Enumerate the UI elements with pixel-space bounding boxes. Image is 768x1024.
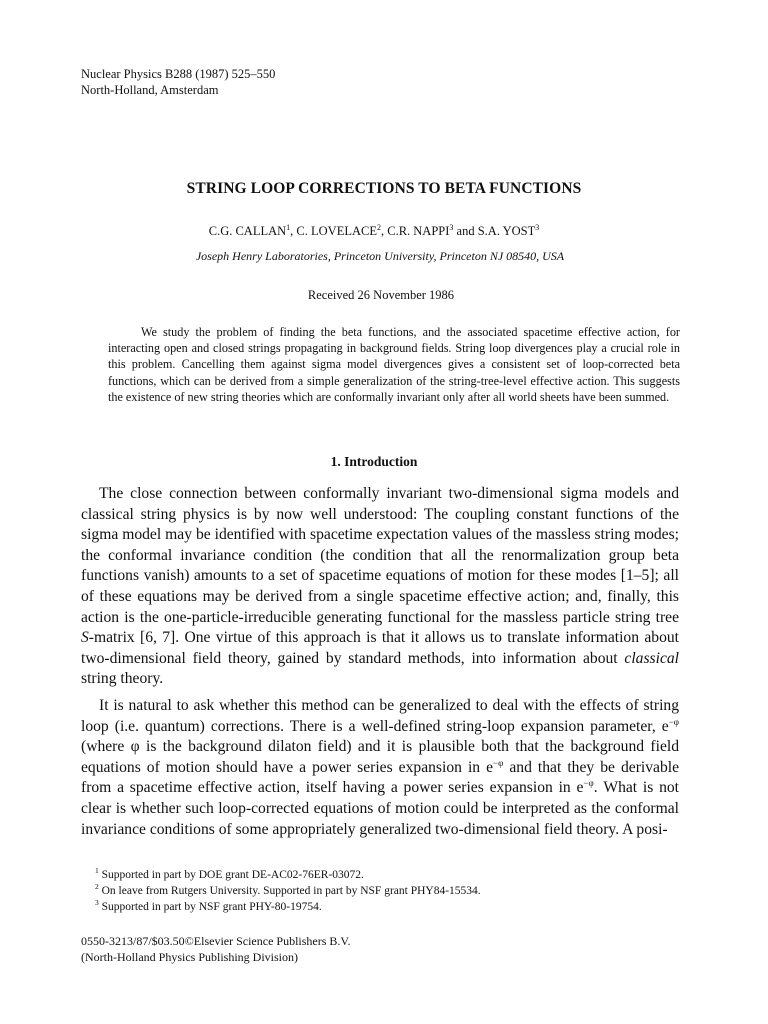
author-name: C. LOVELACE xyxy=(296,224,377,238)
footnote-text: Supported in part by DOE grant DE-AC02-76ER-03072. xyxy=(101,869,364,881)
paragraph-text: . What is not clear is whether such loop-corrected equations of motion could be interpreted as the conformal invariance conditions of some appropriately generalized two-dimensional field theory. A posi- xyxy=(81,779,679,838)
italic-term: S xyxy=(81,629,89,647)
author-footnote-mark: 2 xyxy=(376,222,381,232)
exponent: −φ xyxy=(493,757,504,768)
author-footnote-mark: 3 xyxy=(449,222,454,232)
journal-citation: Nuclear Physics B288 (1987) 525–550 xyxy=(81,67,276,81)
footnote-text: On leave from Rutgers University. Supported in part by NSF grant PHY84-15534. xyxy=(101,885,481,897)
paragraph-text: (where φ is the background dilaton field) and it is plausible both that the background field equations of motion should have a power series expansion in e xyxy=(81,738,679,776)
author-list xyxy=(0,224,748,239)
section-heading: 1. Introduction xyxy=(330,454,418,469)
author-footnote-mark: 3 xyxy=(535,222,540,232)
intro-paragraph-1 xyxy=(81,484,679,690)
footnote xyxy=(95,883,675,899)
author-footnote-mark: 1 xyxy=(286,222,291,232)
copyright-info xyxy=(81,934,351,965)
author-name: C.G. CALLAN xyxy=(208,224,287,238)
received-date: Received 26 November 1986 xyxy=(307,288,455,302)
footnotes xyxy=(95,867,675,915)
journal-info xyxy=(81,66,275,98)
paragraph-text: and that they be derivable from a spacetime effective action, itself having a power series expansion in e xyxy=(81,758,680,797)
publisher-division: (North-Holland Physics Publishing Division) xyxy=(81,949,299,964)
footnote-mark: 3 xyxy=(95,898,99,908)
author-separator: , xyxy=(290,224,297,238)
footnote-mark: 1 xyxy=(95,866,99,876)
italic-term: classical xyxy=(624,649,679,667)
paragraph-text: string theory. xyxy=(81,670,164,688)
paragraph-text: -matrix [6, 7]. One virtue of this approach is that it allows us to translate information about two-dimensional field theory, gained by standard methods, into information about xyxy=(81,629,679,667)
copyright-line: 0550-3213/87/$03.50©Elsevier Science Publishers B.V. xyxy=(81,934,351,948)
author-name: C.R. NAPPI xyxy=(387,224,450,238)
exponent: −φ xyxy=(668,716,679,727)
paragraph-text: The close connection between conformally invariant two-dimensional sigma models and classical string physics is by now well understood: The coupling constant functions of the sigma model may be identified with spacetime expectation values of the massless string modes; the conformal invariance condition (the condition that all the renormalization group beta functions vanish) amounts to a set of spacetime equations of motion for these modes [1–5]; all of these equations may be derived from a single spacetime effective action; and, finally, this action is the one-particle-irreducible generating functional for the massless particle string tree xyxy=(81,485,679,626)
footnote xyxy=(95,867,675,883)
affiliation: Joseph Henry Laboratories, Princeton University, Princeton NJ 08540, USA xyxy=(195,249,565,263)
footnote xyxy=(95,899,675,915)
intro-paragraph-2 xyxy=(81,696,679,840)
abstract: We study the problem of finding the beta functions, and the associated spacetime effective action, for interacting open and closed strings propagating in background fields. String loop divergences play a crucial role in this problem. Cancelling them against sigma model divergences gives a consistent set of loop-corrected beta functions, which can be derived from a simple generalization of the string-tree-level effective action. This suggests the existence of new string theories which are conformally invariant only after all world sheets have been summed. xyxy=(108,325,680,404)
author-separator: and xyxy=(453,224,478,238)
footnote-text: Supported in part by NSF grant PHY-80-19754. xyxy=(101,901,322,913)
paragraph-text: It is natural to ask whether this method can be generalized to deal with the effects of string loop (i.e. quantum) corrections. There is a well-defined string-loop expansion parameter, e xyxy=(81,697,679,735)
footnote-mark: 2 xyxy=(95,882,99,892)
publisher-location: North-Holland, Amsterdam xyxy=(81,83,219,97)
exponent: −φ xyxy=(583,778,594,789)
author-name: S.A. YOST xyxy=(477,224,536,238)
paper-title: STRING LOOP CORRECTIONS TO BETA FUNCTIONS xyxy=(186,180,582,197)
author-separator: , xyxy=(380,224,388,238)
